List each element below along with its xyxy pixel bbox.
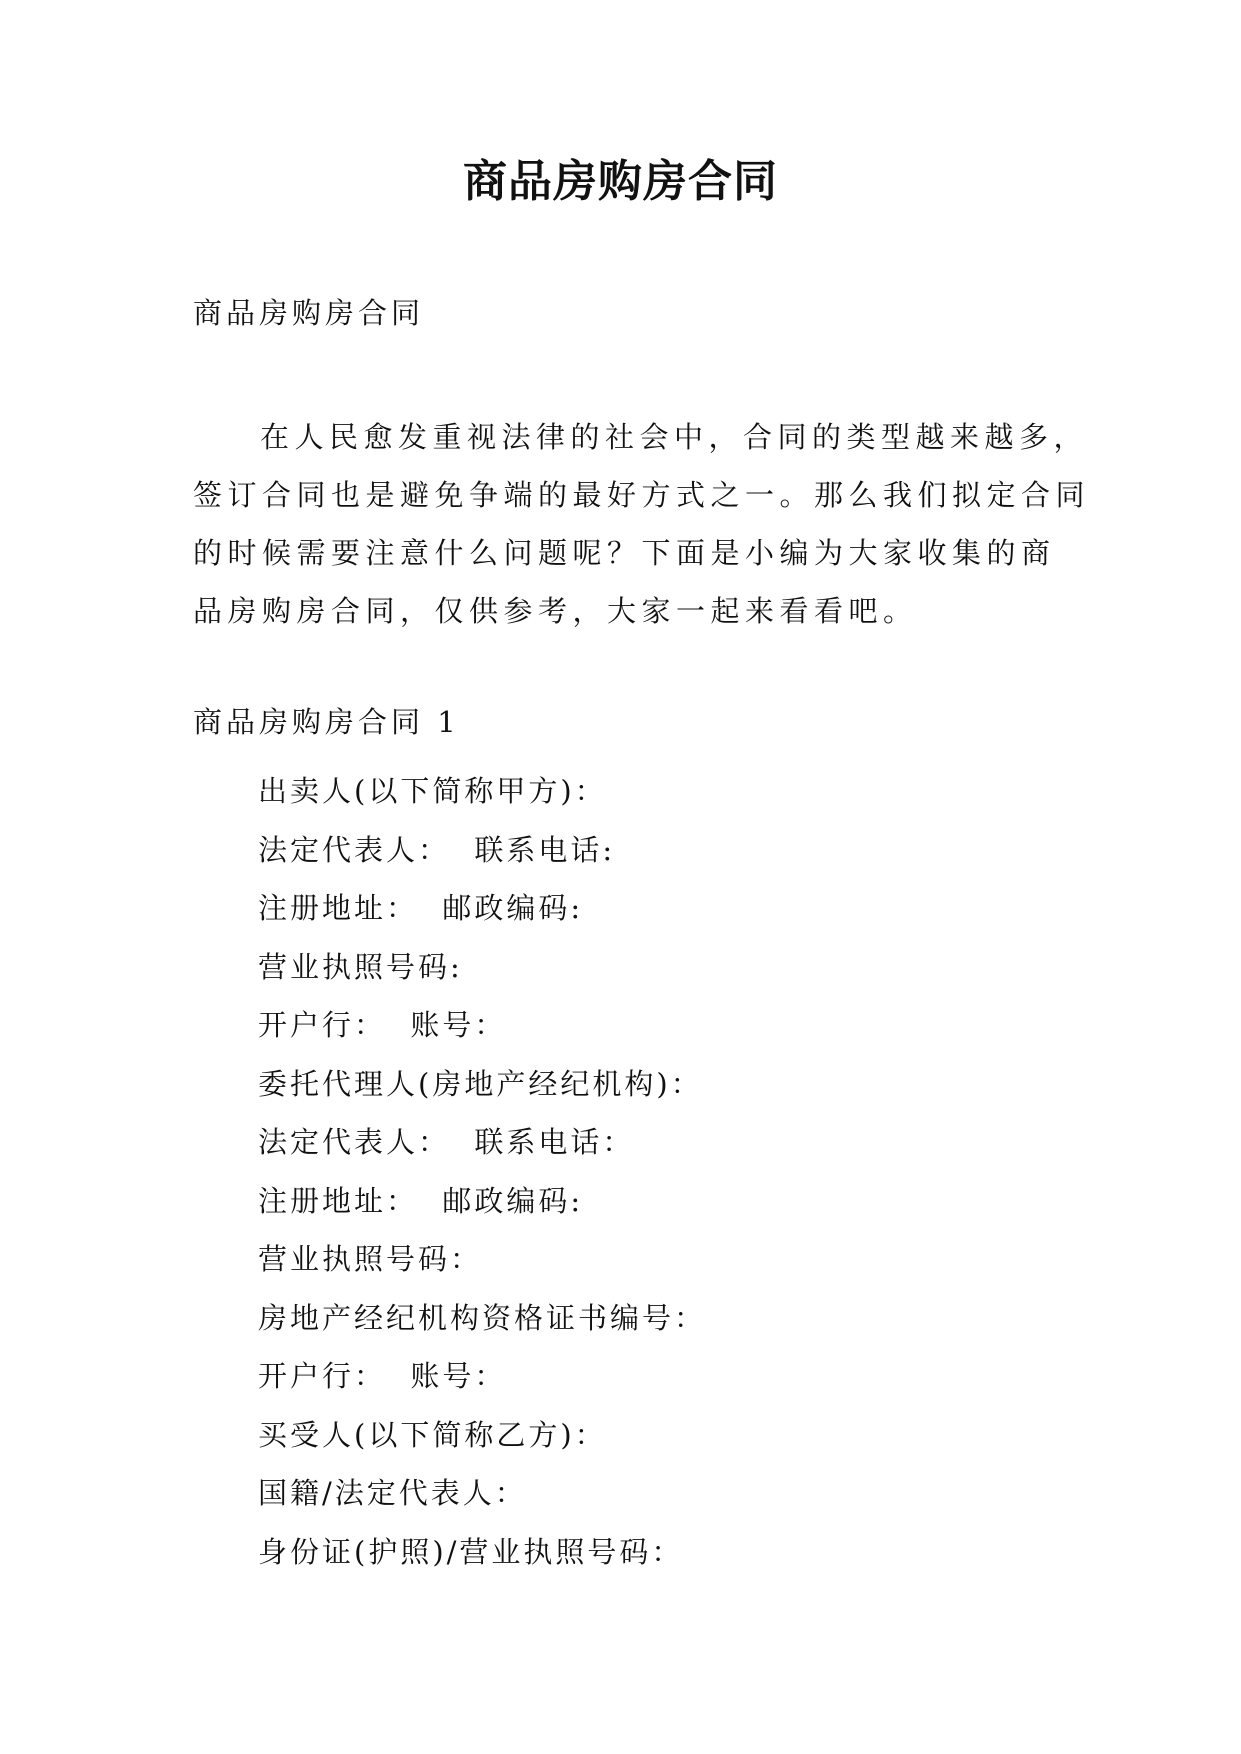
agent-license-number-field: 营业执照号码： — [258, 1242, 483, 1276]
seller-license-number-field: 营业执照号码: — [258, 949, 463, 984]
buyer-nationality-field: 国籍/法定代表人： — [258, 1476, 527, 1510]
section-heading: 商品房购房合同 1 — [193, 705, 460, 739]
intro-line: 品房购房合同，仅供参考，大家一起来看看吧。 — [193, 594, 918, 628]
document-title: 商品房购房合同 — [463, 156, 778, 207]
agent-certificate-number-field: 房地产经纪机构资格证书编号： — [258, 1300, 707, 1335]
buyer-id-number-field: 身份证(护照)/营业执照号码： — [258, 1534, 684, 1569]
intro-line: 的时候需要注意什么问题呢？下面是小编为大家收集的商 — [193, 536, 1056, 570]
seller-field: 出卖人(以下简称甲方)： — [258, 774, 607, 808]
buyer-field: 买受人(以下简称乙方)： — [258, 1417, 607, 1452]
contract-fields — [258, 762, 1058, 1581]
agent-bank-account-field: 开户行： 账号： — [258, 1359, 507, 1393]
seller-address-postcode-field: 注册地址： 邮政编码: — [258, 891, 584, 925]
seller-bank-account-field: 开户行： 账号： — [258, 1008, 507, 1042]
intro-line: 在人民愈发重视法律的社会中，合同的类型越来越多， — [260, 420, 1089, 454]
intro-line: 签订合同也是避免争端的最好方式之一。那么我们拟定合同 — [193, 478, 1091, 512]
agent-legal-rep-phone-field: 法定代表人： 联系电话： — [258, 1125, 635, 1159]
agent-field: 委托代理人(房地产经纪机构)： — [258, 1066, 703, 1101]
seller-legal-rep-phone-field: 法定代表人： 联系电话: — [258, 832, 616, 867]
agent-address-postcode-field: 注册地址： 邮政编码: — [258, 1183, 584, 1218]
document-subtitle: 商品房购房合同 — [193, 296, 425, 330]
intro-paragraph — [193, 408, 1091, 640]
